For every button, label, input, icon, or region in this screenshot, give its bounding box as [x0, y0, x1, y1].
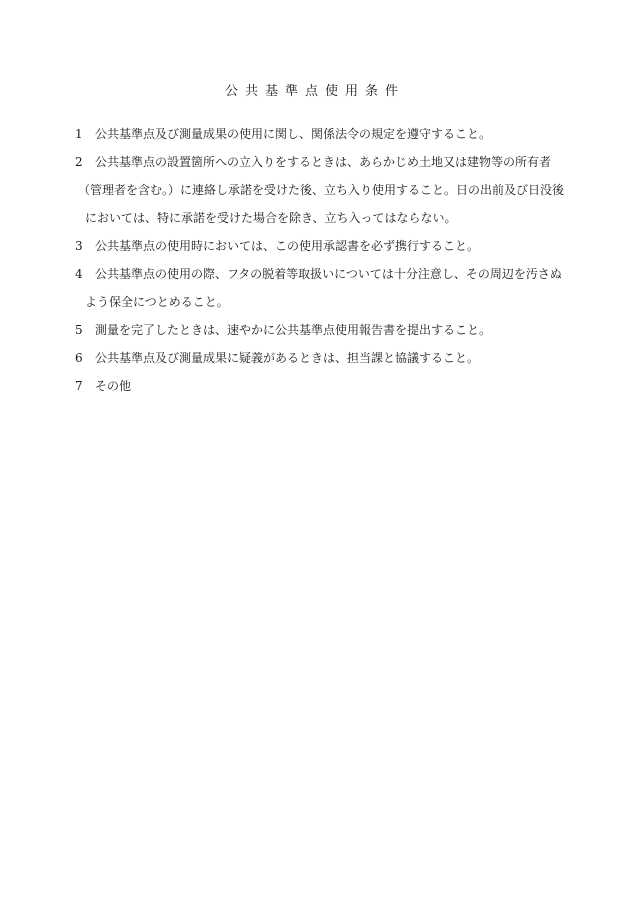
clause-text-line: その他: [95, 379, 132, 393]
clause-number: 6: [75, 351, 83, 365]
clause-number: 5: [75, 323, 83, 337]
clause-text-line: 公共基準点及び測量成果の使用に関し、関係法令の規定を遵守すること。: [95, 127, 492, 141]
clause-number: 4: [75, 267, 83, 281]
clause-text-line: においては、特に承諾を受けた場合を除き、立ち入ってはならない。: [85, 211, 457, 225]
clause-number: 3: [75, 239, 83, 253]
document-title: 公共基準点使用条件: [224, 84, 405, 99]
clause-number: 2: [75, 155, 83, 169]
clause-text-line: 公共基準点の使用の際、フタの脱着等取扱いについては十分注意し、その周辺を汚さぬ: [95, 267, 562, 281]
clause-text-line: 公共基準点及び測量成果に疑義があるときは、担当課と協議すること。: [95, 351, 480, 365]
clause-number: 1: [75, 127, 83, 141]
clause-text-line: （管理者を含む。）に連絡し承諾を受けた後、立ち入り使用すること。日の出前及び日没後: [78, 183, 565, 197]
clause-number: 7: [75, 379, 83, 393]
clause-text-line: 公共基準点の使用時においては、この使用承認書を必ず携行すること。: [95, 239, 480, 253]
clause-text-line: 測量を完了したときは、速やかに公共基準点使用報告書を提出すること。: [95, 323, 492, 337]
clause-text-line: 公共基準点の設置箇所への立入りをするときは、あらかじめ土地又は建物等の所有者: [95, 155, 552, 169]
clause-text-line: よう保全につとめること。: [85, 295, 229, 309]
